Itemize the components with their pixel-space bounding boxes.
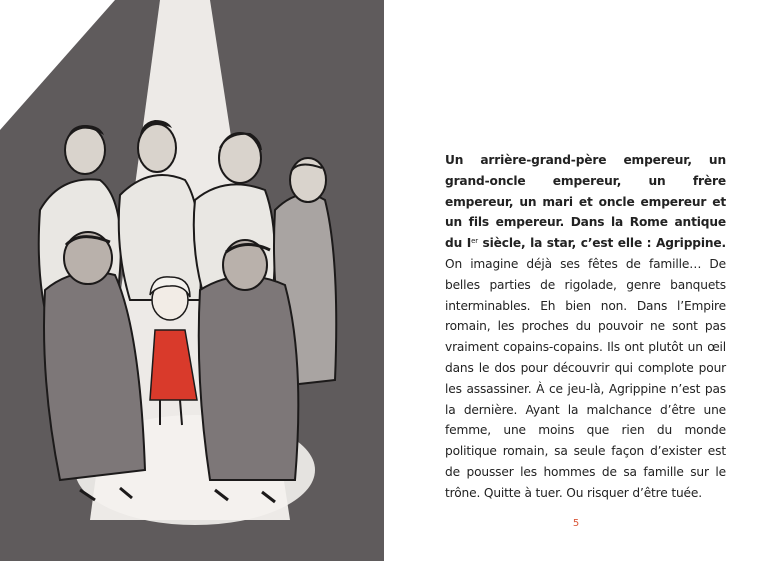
intro-bold-1: Un arrière-grand-père empereur, un grand-oncle empereur, un frère empereur, un mari et oncle empereur et un fils empereur. Dans la Rome antique du: [445, 153, 726, 251]
main-text: [445, 150, 726, 504]
body-text: On imagine déjà ses fêtes de famille… De belles parties de rigolade, genre banquets interminables. Eh bien non. Dans l’Empire romain, les proches du pouvoir ne sont pas vraiment copains-copains. Ils ont plutôt un œil dans le dos pour découvrir qui complote pour les assassiner. À ce jeu-là, Agrippine n’est pas la dernière. Ayant la malchance d’être une femme, une moins que rien du monde politique romain, sa seule façon d’exister est de pousser les hommes de sa famille sur le trône. Quitte à tuer. Ou risquer d’être tuée.: [445, 256, 726, 500]
intro-bold-2: siècle, la star, c’est elle : Agrippine.: [477, 236, 726, 251]
text-page: [384, 0, 768, 561]
century-numeral: I: [466, 236, 472, 251]
page-number: 5: [572, 518, 580, 529]
century-sup: er: [471, 237, 478, 246]
corner-light: [0, 0, 115, 130]
